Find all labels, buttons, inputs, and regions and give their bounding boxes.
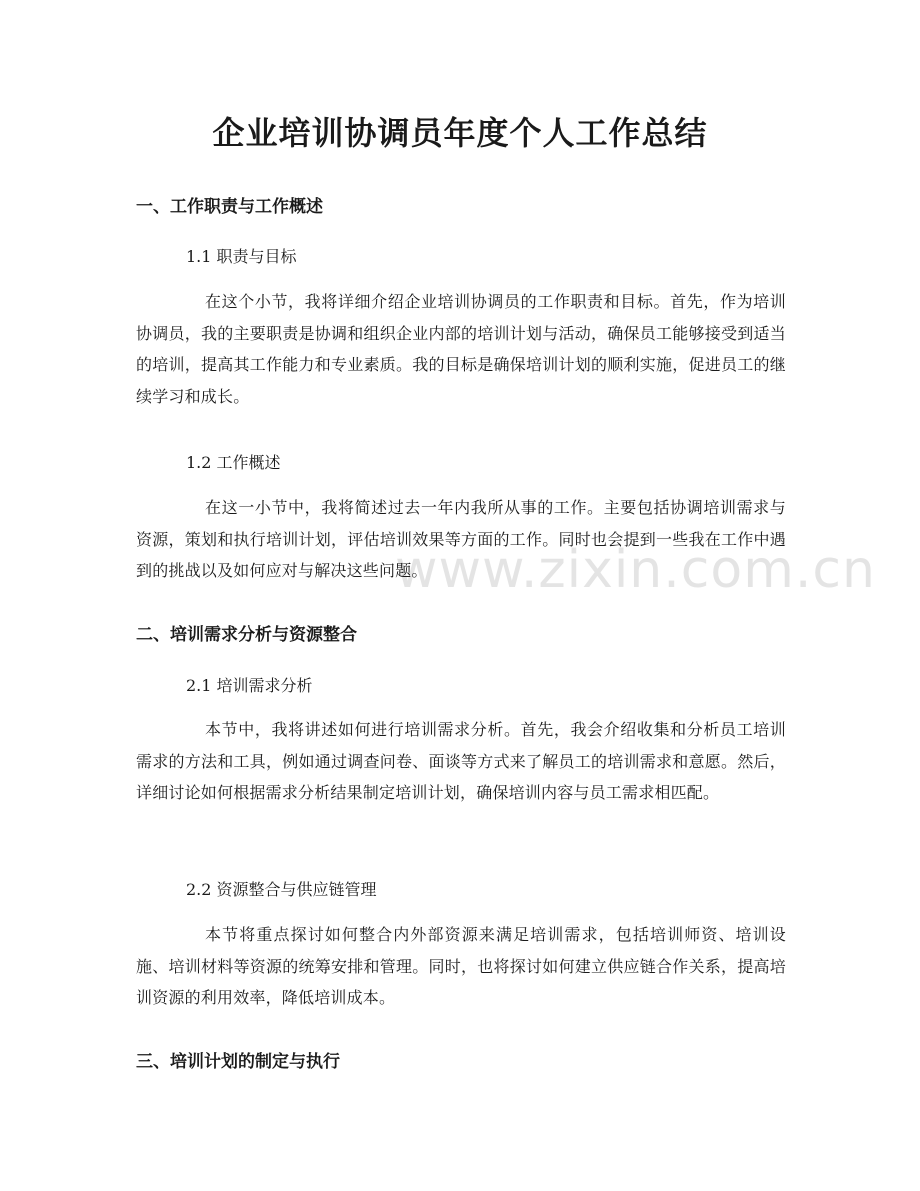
watermark: www.zixin.com.cn bbox=[395, 540, 876, 600]
subsection-heading-1-1: 1.1 职责与目标 bbox=[186, 247, 297, 266]
section-heading-3: 三、培训计划的制定与执行 bbox=[136, 1052, 340, 1072]
section-heading-2: 二、培训需求分析与资源整合 bbox=[136, 625, 357, 645]
paragraph-2-2: 本节将重点探讨如何整合内外部资源来满足培训需求，包括培训师资、培训设施、培训材料等资源的统筹安排和管理。同时，也将探讨如何建立供应链合作关系，提高培训资源的利用效率，降低培训成本。 bbox=[136, 925, 786, 1007]
subsection-heading-2-1: 2.1 培训需求分析 bbox=[186, 676, 313, 695]
subsection-heading-1-2: 1.2 工作概述 bbox=[186, 453, 281, 472]
paragraph-2-1: 本节中，我将讲述如何进行培训需求分析。首先，我会介绍收集和分析员工培训需求的方法和工具，例如通过调查问卷、面谈等方式来了解员工的培训需求和意愿。然后，详细讨论如何根据需求分析结果制定培训计划，确保培训内容与员工需求相匹配。 bbox=[136, 720, 786, 802]
paragraph-1-2: 在这一小节中，我将简述过去一年内我所从事的工作。主要包括协调培训需求与资源，策划和执行培训计划，评估培训效果等方面的工作。同时也会提到一些我在工作中遇到的挑战以及如何应对与解决这些问题。 bbox=[136, 498, 786, 580]
section-heading-1: 一、工作职责与工作概述 bbox=[136, 197, 323, 217]
paragraph-1-1: 在这个小节，我将详细介绍企业培训协调员的工作职责和目标。首先，作为培训协调员，我的主要职责是协调和组织企业内部的培训计划与活动，确保员工能够接受到适当的培训，提高其工作能力和专业素质。我的目标是确保培训计划的顺利实施，促进员工的继续学习和成长。 bbox=[136, 292, 786, 406]
document-title: 企业培训协调员年度个人工作总结 bbox=[212, 114, 708, 152]
subsection-heading-2-2: 2.2 资源整合与供应链管理 bbox=[186, 880, 377, 899]
